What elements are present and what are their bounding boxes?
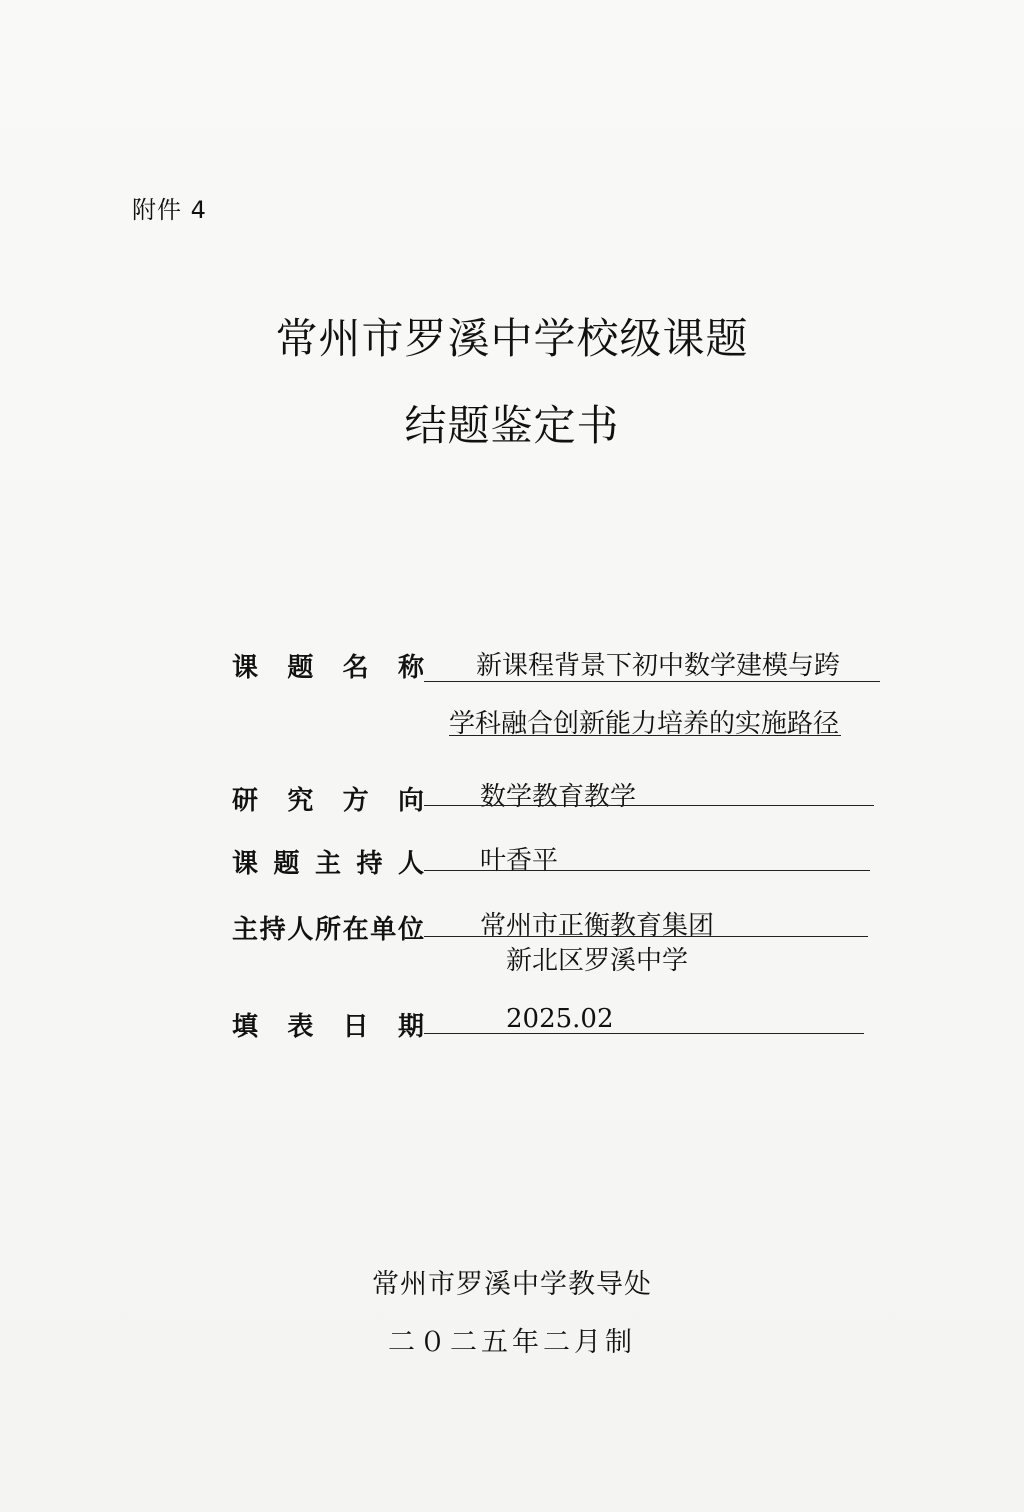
direction-label: 研 究 方 向 (232, 786, 424, 816)
topic-label: 课 题 名 称 (232, 653, 424, 683)
date-label: 填 表 日 期 (232, 1012, 424, 1042)
issue-date: 二０二五年二月制 (388, 1327, 636, 1358)
date-value: 2025.02 (506, 1004, 614, 1034)
host-underline (424, 870, 870, 871)
unit-value-line1: 常州市正衡教育集团 (480, 911, 715, 941)
unit-underline (424, 936, 868, 937)
attachment-label: 附件 4 (132, 196, 207, 224)
unit-value-line2: 新北区罗溪中学 (506, 946, 689, 976)
document-title: 常州市罗溪中学校级课题 (275, 314, 749, 363)
topic-underline-2 (449, 735, 841, 736)
date-underline (424, 1033, 864, 1034)
unit-label: 主 持 人 所 在 单 位 (232, 915, 424, 945)
topic-underline-1 (424, 681, 880, 682)
direction-underline (424, 805, 874, 806)
topic-value-line1: 新课程背景下初中数学建模与跨 (476, 651, 841, 681)
host-value: 叶香平 (480, 846, 559, 876)
direction-value: 数学教育教学 (480, 782, 637, 812)
issuer: 常州市罗溪中学教导处 (372, 1269, 652, 1300)
document-subtitle: 结题鉴定书 (404, 401, 620, 450)
host-label: 课 题 主 持 人 (232, 849, 424, 879)
topic-value-line2: 学科融合创新能力培养的实施路径 (449, 709, 840, 739)
